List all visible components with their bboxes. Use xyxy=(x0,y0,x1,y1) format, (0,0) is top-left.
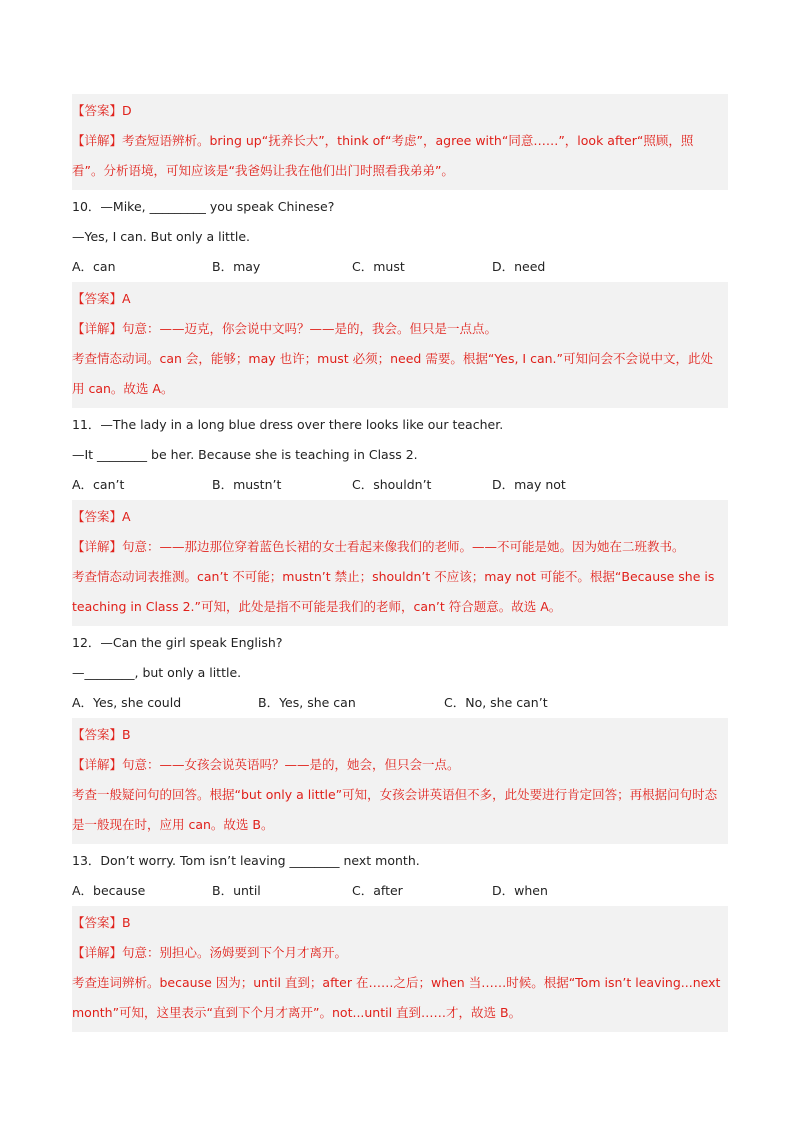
option-d: D．when xyxy=(492,883,548,898)
option-a: A．can’t xyxy=(72,477,125,492)
question-stem: 11．—The lady in a long blue dress over there looks like our teacher. xyxy=(72,417,504,432)
answer-label: 【答案】A xyxy=(72,509,131,524)
explanation-text: 考查情态动词表推测。can’t 不可能；mustn’t 禁止；shouldn’t 不应该；may not 可能不。根据“Because she is teaching in Class 2.”可知，此处是指不可能是我们的老师，can’t 符合题意。故选 A。 xyxy=(72,569,715,614)
question-stem: 10．—Mike, _________ you speak Chinese? xyxy=(72,199,335,214)
option-c: C．must xyxy=(352,259,405,274)
question-stem: 12．—Can the girl speak English? xyxy=(72,635,283,650)
explanation-text: 【详解】考查短语辨析。bring up“抚养长大”，think of“考虑”，agree with“同意……”，look after“照顾，照看”。分析语境，可知应该是“我爸妈让我在他们出门时照看我弟弟”。 xyxy=(72,133,694,178)
options-row xyxy=(72,876,728,906)
options-row xyxy=(72,470,728,500)
option-c: C．after xyxy=(352,883,403,898)
explanation-text: 【详解】句意：——迈克，你会说中文吗？——是的，我会。但只是一点点。 xyxy=(72,321,498,336)
answer-label: 【答案】A xyxy=(72,291,131,306)
option-c: C．shouldn’t xyxy=(352,477,432,492)
option-b: B．mustn’t xyxy=(212,477,282,492)
answer-label: 【答案】B xyxy=(72,727,131,742)
option-b: B．Yes, she can xyxy=(258,695,356,710)
option-a: A．because xyxy=(72,883,146,898)
option-a: A．Yes, she could xyxy=(72,695,182,710)
explanation-text: 【详解】句意：别担心。汤姆要到下个月才离开。 xyxy=(72,945,348,960)
question-11 xyxy=(72,410,728,500)
explanation-text: 考查情态动词。can 会，能够；may 也许；must 必须；need 需要。根据“Yes, I can.”可知问会不会说中文，此处用 can。故选 A。 xyxy=(72,351,713,396)
document-page xyxy=(72,94,728,1034)
answer-label: 【答案】B xyxy=(72,915,131,930)
explanation-text: 考查连词辨析。because 因为；until 直到；after 在……之后；when 当……时候。根据“Tom isn’t leaving...next month”可知，这里表示“直到下个月才离开”。not...until 直到……才，故选 B。 xyxy=(72,975,721,1020)
question-12 xyxy=(72,628,728,718)
options-row xyxy=(72,688,728,718)
question-stem: —Yes, I can. But only a little. xyxy=(72,229,250,244)
explanation-text: 【详解】句意：——女孩会说英语吗？——是的，她会，但只会一点。 xyxy=(72,757,460,772)
answer-block xyxy=(72,282,728,408)
option-d: D．may not xyxy=(492,477,566,492)
option-a: A．can xyxy=(72,259,116,274)
question-13 xyxy=(72,846,728,906)
explanation-text: 考查一般疑问句的回答。根据“but only a little”可知，女孩会讲英语但不多，此处要进行肯定回答；再根据问句时态是一般现在时，应用 can。故选 B。 xyxy=(72,787,718,832)
options-row xyxy=(72,252,728,282)
option-b: B．may xyxy=(212,259,261,274)
question-stem: —________, but only a little. xyxy=(72,665,242,680)
answer-block xyxy=(72,94,728,190)
explanation-text: 【详解】句意：——那边那位穿着蓝色长裙的女士看起来像我们的老师。——不可能是她。因为她在二班教书。 xyxy=(72,539,685,554)
question-stem: —It ________ be her. Because she is teaching in Class 2. xyxy=(72,447,418,462)
answer-label: 【答案】D xyxy=(72,103,132,118)
question-10 xyxy=(72,192,728,282)
answer-block xyxy=(72,500,728,626)
answer-block xyxy=(72,718,728,844)
option-c: C．No, she can’t xyxy=(444,695,548,710)
answer-block xyxy=(72,906,728,1032)
option-d: D．need xyxy=(492,259,546,274)
option-b: B．until xyxy=(212,883,261,898)
question-stem: 13．Don’t worry. Tom isn’t leaving ________ next month. xyxy=(72,853,420,868)
